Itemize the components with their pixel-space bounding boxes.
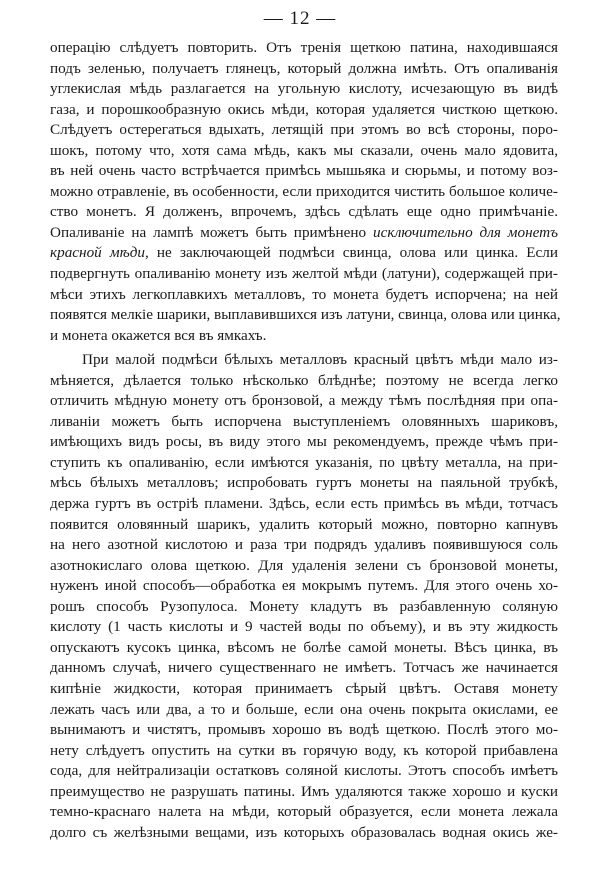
text-line: преимущество не разрушать патины. Имъ удаляются также хорошо и куски (50, 782, 558, 800)
text-line: лежать часъ или два, а то и больше, если она очень покрыта окислами, ее (50, 700, 558, 718)
text-line: отличить мѣдную монету отъ бронзовой, а между тѣмъ послѣдняя при опа- (50, 392, 558, 410)
text-line: рошъ способъ Рузопулоса. Монету кладутъ въ разбавленную соляную (50, 597, 558, 615)
text-line: на него азотной кислотою и раза три подрядъ удаливъ появившуюся соль (50, 536, 558, 554)
text-line: операцію слѣдуетъ повторить. Отъ тренія щеткою патина, находившаяся (50, 39, 558, 56)
text-line: углекислая мѣдь разлагается на угольную кислоту, исчезающую въ видѣ (50, 80, 558, 98)
text-line: мѣняется, дѣлается только нѣсколько блѣднѣе; поэтому не всегда легко (50, 371, 558, 389)
text-line: нуженъ иной способъ—обработка ея мокрымъ путемъ. Для этого очень хо- (50, 577, 558, 595)
text-line: появится оловянный шарикъ, удалить который можно, повторно капнувъ (50, 515, 558, 533)
text-line: подъ зеленью, получаетъ глянецъ, который должна имѣть. Отъ опаливанія (50, 59, 558, 77)
italic-text: исключительно для монетъ (372, 223, 558, 241)
text-line: долго съ желѣзными вещами, изъ которыхъ образовалась водная окись же- (50, 823, 558, 841)
text-line: ливаніи можетъ быть испорчена выступленіемъ оловянныхъ шариковъ, (50, 412, 558, 430)
text-line: можно отравленіе, въ особенности, если приходится чистить большое количе- (50, 182, 558, 200)
text-line: азотнокислаго олова щеткою. Для удаленія зелени съ бронзовой монеты, (50, 556, 558, 574)
text-line: Слѣдуетъ остерегаться вдыхать, летящій при этомъ во всѣ стороны, поро- (50, 121, 558, 139)
text-line: ство монетъ. Я долженъ, впрочемъ, здѣсь сдѣлать еще одно примѣчаніе. (50, 203, 558, 221)
text-line: шокъ, потому что, хотя сама мѣдь, какъ мы сказали, очень мало ядовита, (50, 141, 558, 159)
text-segment: Опаливаніе на лампѣ можетъ быть примѣнено (50, 223, 367, 241)
text-line: мѣсь бѣлыхъ металловъ; испробовать гуртъ монеты на паяльной трубкѣ, (50, 474, 558, 492)
text-line: и монета окажется вся въ ямкахъ. (50, 326, 267, 344)
text-line-mixed (50, 243, 558, 264)
page-number: — 12 — (263, 8, 337, 29)
text-line: подвергнуть опаливанію монету изъ желтой мѣди (латуни), содержащей при- (50, 265, 558, 283)
italic-text: красной мѣди (50, 244, 145, 262)
text-line: мѣси этихъ легкоплавкихъ металловъ, то монета будетъ испорчена; на ней (50, 285, 558, 303)
text-line: темно-краснаго налета на мѣди, который образуется, если монета лежала (50, 803, 558, 821)
text-line: опускаютъ кусокъ цинка, вѣсомъ не болѣе самой монеты. Вѣсъ цинка, въ (50, 638, 558, 656)
text-line: кислоту (1 часть кислоты и 9 частей воды по объему), и въ эту жидкость (50, 618, 558, 636)
text-line: въ ней очень часто встрѣчается примѣсь мышьяка и сюрьмы, и потому воз- (50, 162, 558, 180)
text-line: появятся мелкіе шарики, выплавившихся изъ латуни, свинца, олова или цинка, (50, 306, 561, 324)
text-line: данномъ случаѣ, ничего существеннаго не имѣетъ. Тотчасъ же начинается (50, 659, 558, 677)
text-line: сода, для нейтрализаціи остатковъ соляной кислоты. Этотъ способъ имѣетъ (50, 762, 558, 780)
text-line: ступить къ опаливанію, если имѣются указанія, по цвѣту металла, на при- (50, 453, 558, 471)
body-text (50, 38, 561, 843)
text-line: газа, и порошкообразную окись мѣди, которая удаляется чисткою щеткою. (50, 100, 558, 118)
text-line-mixed (50, 223, 558, 244)
text-line: имѣющихъ видъ росы, въ виду этого мы рекомендуемъ, прежде чѣмъ при- (50, 433, 558, 451)
text-line: кипѣніе жидкости, которая принимаетъ сѣрый цвѣтъ. Оставя монету (50, 679, 558, 697)
text-segment: , не заключающей подмѣси свинца, олова или цинка. Если (145, 244, 558, 262)
text-line: держа гуртъ въ острiѣ пламени. Здѣсь, если есть примѣсь въ мѣди, тотчасъ (50, 495, 558, 513)
text-line: вынимаютъ и чистятъ, промывъ хорошо въ водѣ щеткою. Послѣ этого мо- (50, 721, 558, 739)
paragraph-start: При малой подмѣси бѣлыхъ металловъ красный цвѣтъ мѣди мало из- (82, 351, 558, 369)
text-line: нету слѣдуетъ опустить на сутки въ горячую воду, къ которой прибавлена (50, 741, 558, 759)
